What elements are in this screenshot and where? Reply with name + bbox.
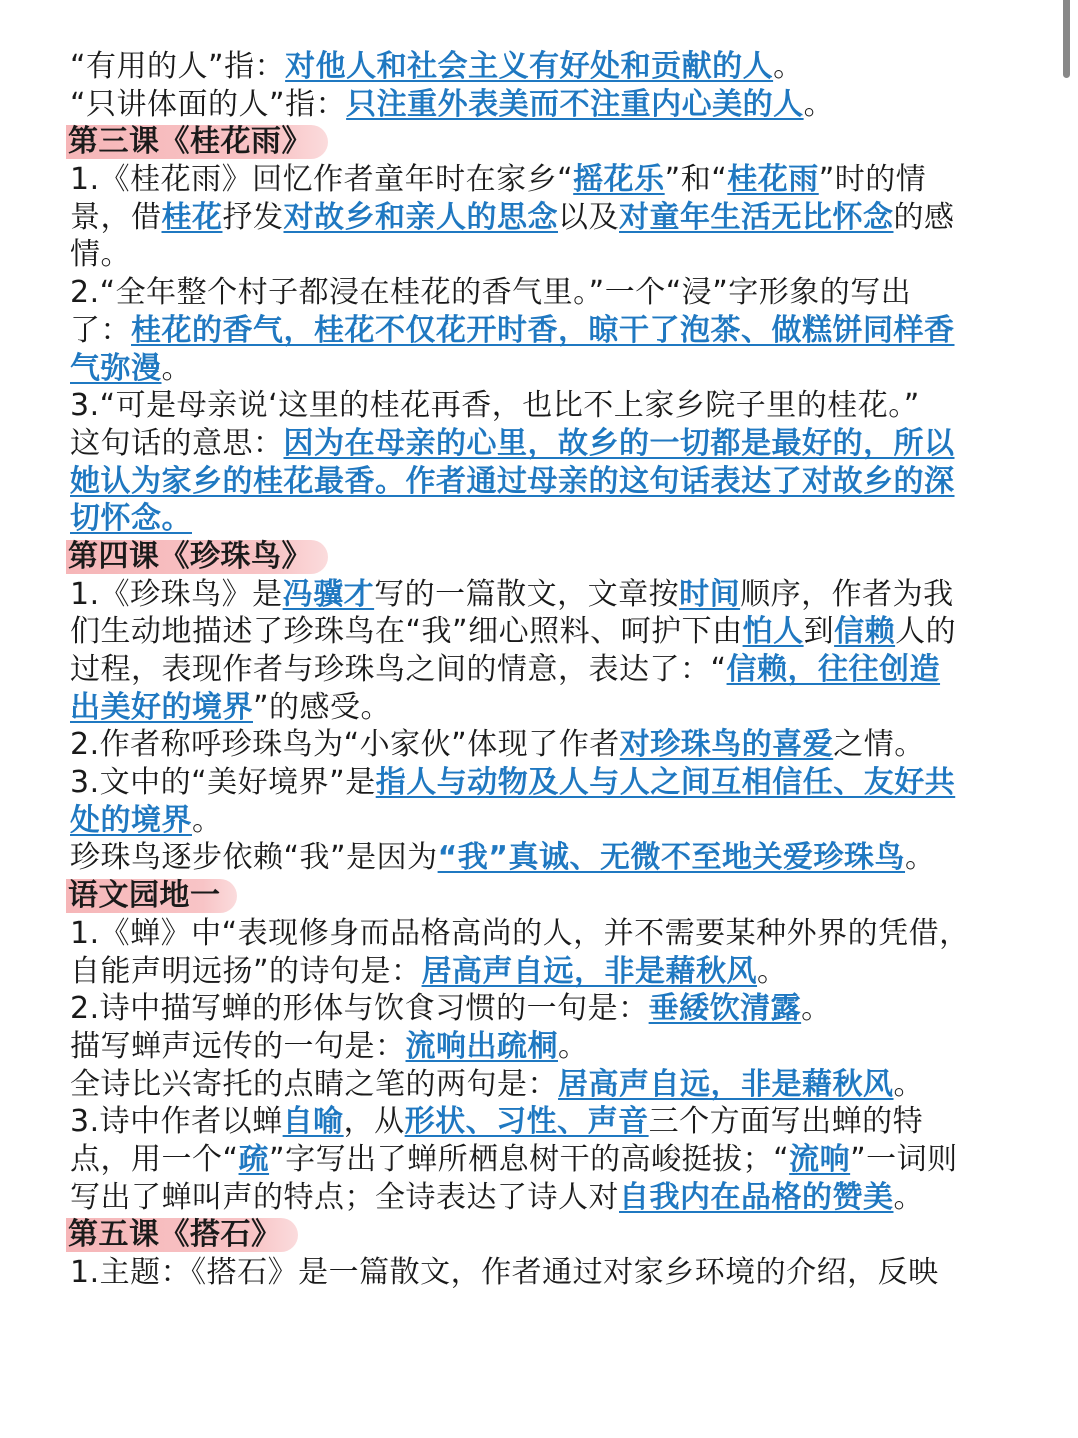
highlighted-answer: 指人与动物及人与人之间互相信任、友好共	[375, 765, 956, 801]
highlighted-answer: 流响出疏桐	[405, 1028, 558, 1064]
highlighted-answer: 桂花	[161, 199, 223, 235]
highlighted-answer: 桂花雨	[727, 162, 819, 198]
body-text: 3.诗中作者以蝉	[70, 1104, 283, 1140]
highlighted-answer: 对珍珠鸟的喜爱	[619, 727, 834, 763]
body-text: “有用的人”指：	[70, 49, 286, 84]
highlighted-answer: 信赖，往往创造	[726, 652, 941, 687]
highlighted-answer: 对他人和社会主义有好处和贡献的人	[285, 49, 774, 84]
body-text: ”时的情	[818, 162, 927, 198]
body-text: 1.主题：《搭石》是一篇散文，作者通过对家乡环境的介绍，反映	[70, 1255, 939, 1290]
highlighted-answer: 冯骥才	[282, 576, 375, 612]
body-text: 2.诗中描写蝉的形体与饮食习惯的一句是：	[70, 991, 649, 1027]
text-line	[70, 425, 1020, 463]
text-line	[70, 953, 1020, 991]
text-line	[70, 48, 1020, 86]
text-line	[70, 1103, 1020, 1141]
body-text: 自能声明远扬”的诗句是：	[70, 953, 422, 989]
highlighted-answer: 因为在母亲的心里，故乡的一切都是最好的，所以	[283, 425, 955, 461]
body-text: 过程，表现作者与珍珠鸟之间的情意，表达了：“	[70, 652, 727, 687]
text-line	[70, 990, 1020, 1028]
scrollbar[interactable]	[1063, 0, 1070, 78]
body-text: 3.文中的“美好境界”是	[70, 765, 376, 801]
body-text: 。	[801, 991, 832, 1027]
body-text: 。	[803, 86, 835, 122]
highlighted-answer: “我”真诚、无微不至地关爱珍珠鸟	[437, 840, 906, 876]
body-text: ，从	[343, 1104, 405, 1140]
text-line	[70, 1028, 1020, 1066]
text-line	[70, 312, 1020, 350]
body-text: 抒发	[222, 199, 284, 235]
section-heading-line	[70, 877, 1020, 915]
text-line	[70, 802, 1020, 840]
text-line	[70, 161, 1020, 199]
highlighted-answer: 桂花的香气，桂花不仅花开时香，晾干了泡茶、做糕饼同样香	[131, 312, 955, 348]
body-text: 描写蝉声远传的一句是：	[70, 1028, 406, 1064]
body-text: 顺序，作者为我	[740, 576, 954, 612]
body-text: 。	[773, 49, 804, 84]
body-text: 之情。	[833, 727, 925, 763]
text-line	[70, 86, 1020, 124]
highlighted-answer: 垂緌饮清露	[648, 991, 802, 1027]
body-text: 以及	[558, 199, 619, 235]
body-text: 。	[757, 953, 788, 989]
highlighted-answer: 时间	[679, 576, 741, 612]
body-text: 1.《蝉》中“表现修身而品格高尚的人，并不需要某种外界的凭借，	[70, 915, 970, 951]
text-line	[70, 915, 1020, 953]
highlighted-answer: 处的境界	[70, 802, 192, 838]
body-text: 人的	[895, 614, 957, 650]
body-text: 。	[192, 802, 223, 838]
highlighted-answer: 居高声自远，非是藉秋风	[421, 953, 758, 989]
body-text: 全诗比兴寄托的点睛之笔的两句是：	[70, 1066, 558, 1102]
highlighted-answer: 形状、习性、声音	[404, 1104, 649, 1140]
body-text: 。	[905, 840, 936, 876]
section-heading-line	[70, 538, 1020, 576]
highlighted-answer: 对故乡和亲人的思念	[283, 199, 558, 235]
body-text: ”字写出了蝉所栖息树干的高峻挺拔；“	[269, 1141, 790, 1177]
body-text: 到	[803, 614, 835, 650]
text-line	[70, 387, 1020, 425]
section-heading: 第五课《搭石》	[66, 1218, 298, 1252]
highlighted-answer: 自喻	[282, 1104, 344, 1140]
text-line	[70, 1179, 1020, 1217]
body-text: 们生动地描述了珍珠鸟在“我”细心照料、呵护下由	[70, 614, 743, 650]
body-text: 。	[893, 1066, 924, 1102]
highlighted-answer: 切怀念。	[70, 501, 192, 537]
body-text: 2.“全年整个村子都浸在桂花的香气里。”一个“浸”字形象的写出	[70, 275, 912, 311]
body-text: 1.《珍珠鸟》是	[70, 576, 283, 612]
highlighted-answer: 只注重外表美而不注重内心美的人	[346, 86, 804, 122]
section-heading: 第三课《桂花雨》	[66, 125, 328, 159]
notes-document	[70, 48, 1020, 1292]
text-line	[70, 1066, 1020, 1104]
body-text: 写的一篇散文，文章按	[374, 576, 680, 612]
text-line	[70, 839, 1020, 877]
highlighted-answer: 疏	[238, 1141, 270, 1177]
highlighted-answer: 她认为家乡的桂花最香。作者通过母亲的这句话表达了对故乡的深	[70, 463, 955, 499]
body-text: ”的感受。	[253, 689, 392, 725]
text-line	[70, 1254, 1020, 1292]
text-line	[70, 689, 1020, 727]
body-text: 珍珠鸟逐步依赖“我”是因为	[70, 840, 438, 876]
highlighted-answer: 摇花乐	[573, 162, 665, 198]
highlighted-answer: 气弥漫	[70, 350, 162, 386]
body-text: 景，借	[70, 199, 162, 235]
body-text: 写出了蝉叫声的特点；全诗表达了诗人对	[70, 1179, 619, 1215]
body-text: 了：	[70, 312, 131, 348]
body-text: “只讲体面的人”指：	[70, 86, 347, 122]
highlighted-answer: 居高声自远，非是藉秋风	[558, 1066, 894, 1102]
text-line	[70, 651, 1020, 689]
text-line	[70, 576, 1020, 614]
body-text: 。	[558, 1028, 589, 1064]
body-text: 。	[893, 1179, 924, 1215]
highlighted-answer: 自我内在品格的赞美	[619, 1179, 894, 1215]
text-line	[70, 199, 1020, 237]
body-text: 3.“可是母亲说‘这里的桂花再香，也比不上家乡院子里的桂花。”	[70, 388, 920, 424]
section-heading: 第四课《珍珠鸟》	[66, 540, 328, 574]
text-line	[70, 764, 1020, 802]
highlighted-answer: 信赖	[834, 614, 896, 650]
highlighted-answer: 对童年生活无比怀念	[619, 199, 894, 235]
text-line	[70, 726, 1020, 764]
text-line	[70, 274, 1020, 312]
section-heading-line	[70, 123, 1020, 161]
body-text: 情。	[70, 237, 131, 273]
text-line	[70, 236, 1020, 274]
body-text: 点，用一个“	[70, 1141, 239, 1177]
body-text: ”和“	[664, 162, 728, 198]
body-text: 2.作者称呼珍珠鸟为“小家伙”体现了作者	[70, 727, 620, 763]
highlighted-answer: 出美好的境界	[70, 689, 253, 725]
body-text: 这句话的意思：	[70, 425, 284, 461]
body-text: 三个方面写出蝉的特	[648, 1104, 924, 1140]
highlighted-answer: 怕人	[742, 614, 804, 650]
section-heading: 语文园地一	[66, 879, 237, 913]
highlighted-answer: 流响	[789, 1141, 851, 1177]
text-line	[70, 463, 1020, 501]
text-line	[70, 500, 1020, 538]
body-text: 1.《桂花雨》回忆作者童年时在家乡“	[70, 162, 574, 198]
body-text: ”一词则	[850, 1141, 958, 1177]
section-heading-line	[70, 1216, 1020, 1254]
body-text: 。	[161, 350, 192, 386]
text-line	[70, 350, 1020, 388]
body-text: 的感	[893, 199, 955, 235]
text-line	[70, 1141, 1020, 1179]
text-line	[70, 613, 1020, 651]
